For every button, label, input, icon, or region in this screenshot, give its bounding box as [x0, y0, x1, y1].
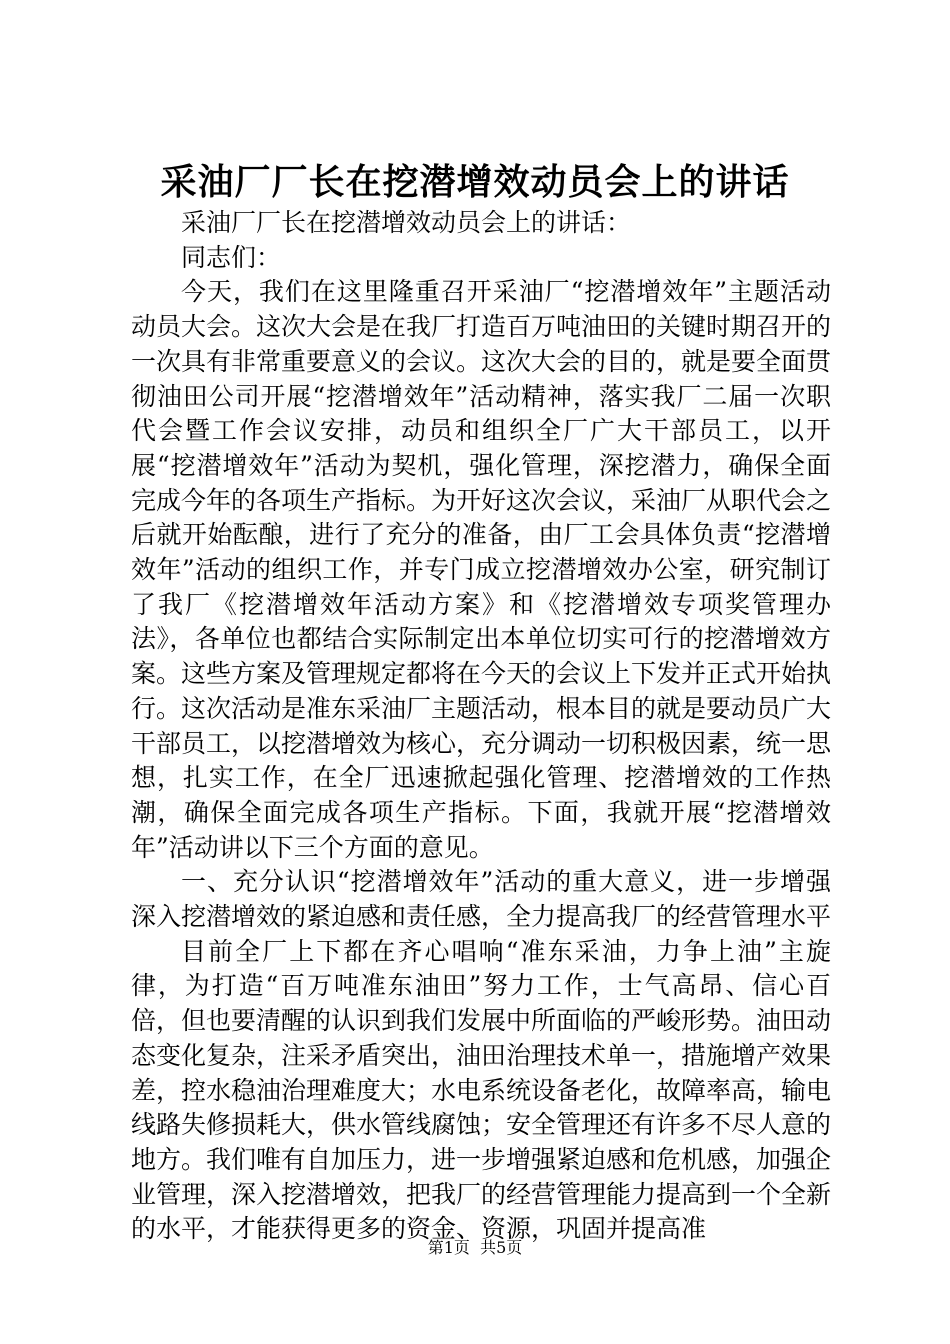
- document-body: [131, 206, 831, 1247]
- paragraph-introduction: 今天，我们在这里隆重召开采油厂“挖潜增效年”主题活动动员大会。这次大会是在我厂打造百万吨油田的关键时期召开的一次具有非常重要意义的会议。这次大会的目的，就是要全面贯彻油田公司开展“挖潜增效年”活动精神，落实我厂二届一次职代会暨工作会议安排，动员和组织全厂广大干部员工，以开展“挖潜增效年”活动为契机，强化管理，深挖潜力，确保全面完成今年的各项生产指标。为开好这次会议，采油厂从职代会之后就开始酝酿，进行了充分的准备，由厂工会具体负责“挖潜增效年”活动的组织工作，并专门成立挖潜增效办公室，研究制订了我厂《挖潜增效年活动方案》和《挖潜增效专项奖管理办法》，各单位也都结合实际制定出本单位切实可行的挖潜增效方案。这些方案及管理规定都将在今天的会议上下发并正式开始执行。这次活动是准东采油厂主题活动，根本目的就是要动员广大干部员工，以挖潜增效为核心，充分调动一切积极因素，统一思想，扎实工作，在全厂迅速掀起强化管理、挖潜增效的工作热潮，确保全面完成各项生产指标。下面，我就开展“挖潜增效年”活动讲以下三个方面的意见。: [131, 277, 832, 862]
- document-title: 采油厂厂长在挖潜增效动员会上的讲话: [160, 161, 790, 203]
- paragraph-section-one-body: 目前全厂上下都在齐心唱响“准东采油，力争上油”主旋律，为打造“百万吨准东油田”努力工作，士气高昂、信心百倍，但也要清醒的认识到我们发展中所面临的严峻形势。油田动态变化复杂，注采矛盾突出，油田治理技术单一，措施增产效果差，控水稳油治理难度大；水电系统设备老化，故障率高，输电线路失修损耗大，供水管线腐蚀；安全管理还有许多不尽人意的地方。我们唯有自加压力，进一步增强紧迫感和危机感，加强企业管理，深入挖潜增效，把我厂的经营管理能力提高到一个全新的水平，才能获得更多的资金、资源，巩固并提高准: [131, 936, 832, 1244]
- paragraph-heading-line: 采油厂厂长在挖潜增效动员会上的讲话：: [181, 208, 632, 237]
- paragraph-salutation: 同志们：: [181, 242, 282, 272]
- page-footer: [0, 1238, 950, 1258]
- paragraph-section-one-heading: 一、充分认识“挖潜增效年”活动的重大意义，进一步增强深入挖潜增效的紧迫感和责任感，全力提高我厂的经营管理水平: [131, 867, 832, 932]
- page-number: 第1页: [427, 1238, 470, 1257]
- page-total: 共5页: [480, 1238, 523, 1257]
